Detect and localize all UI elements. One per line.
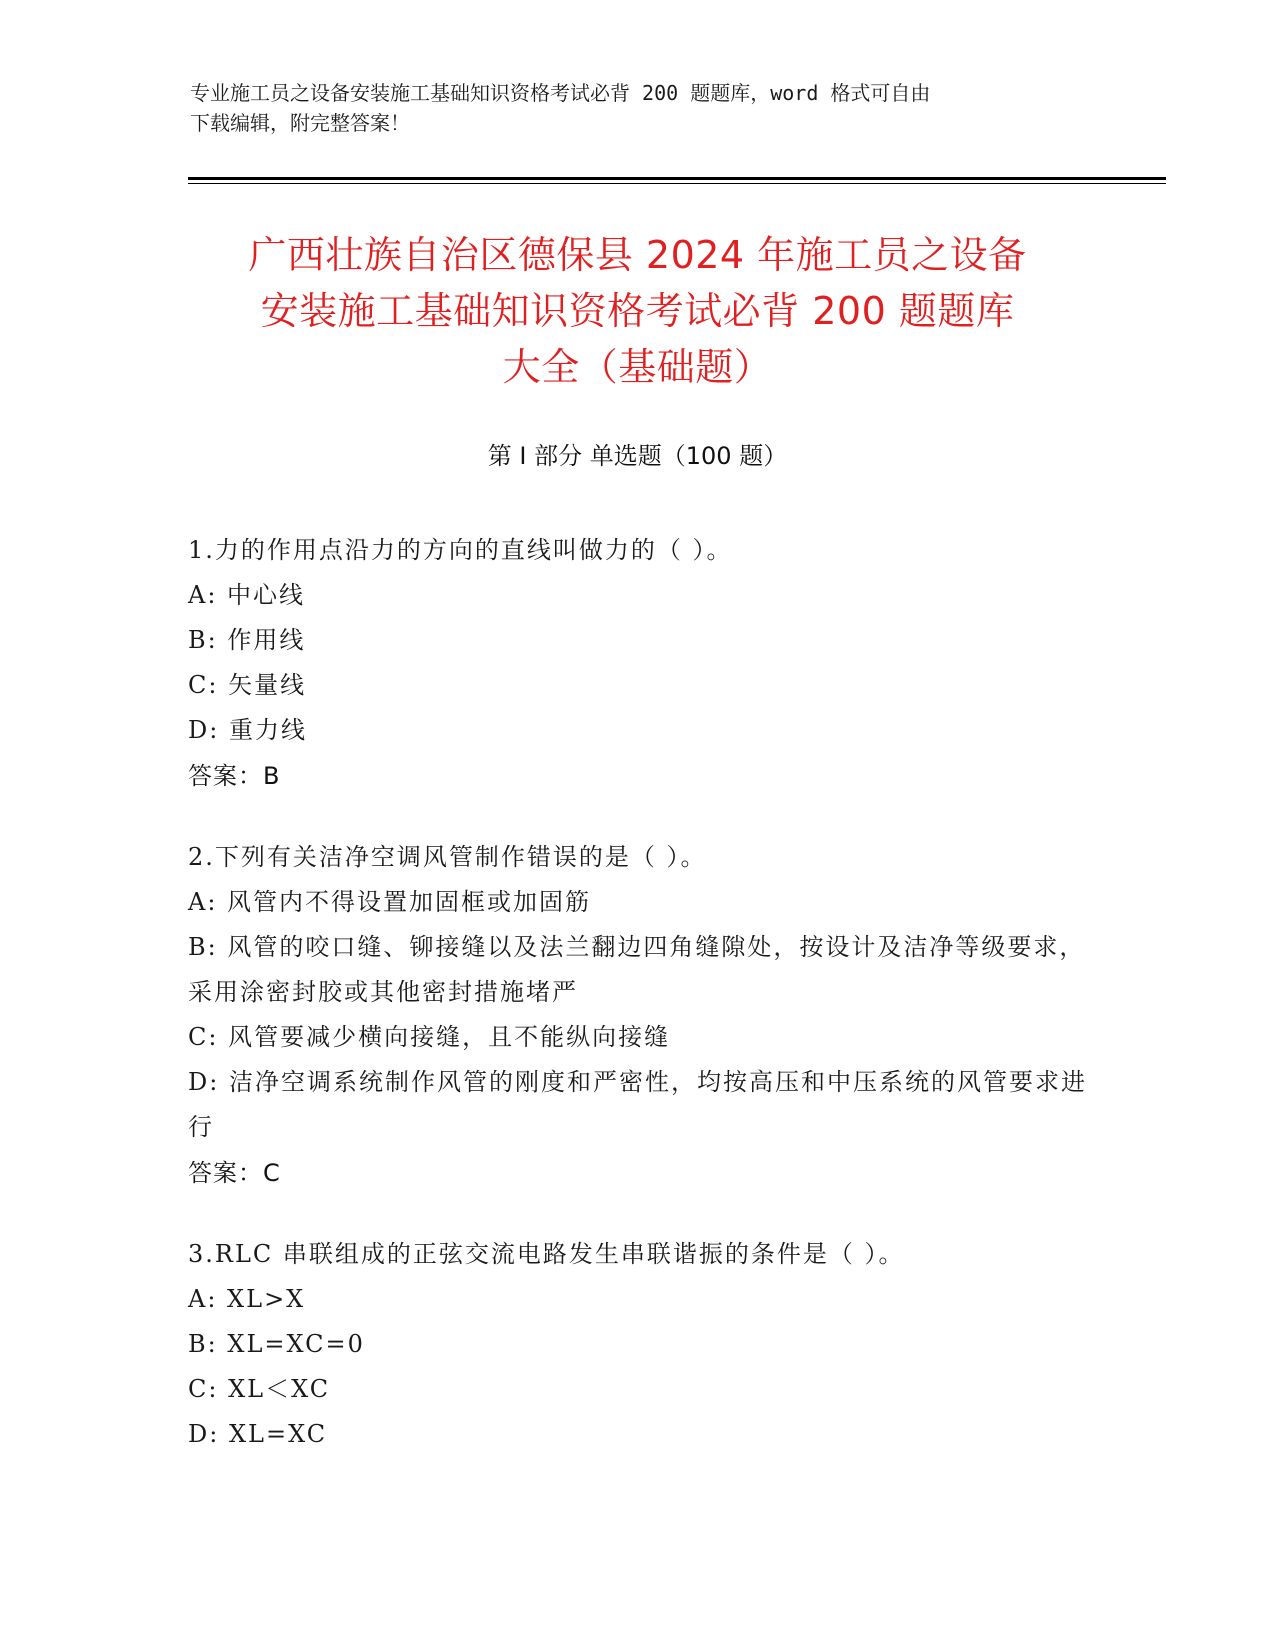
- option-d: D: XL=XC: [188, 1420, 328, 1448]
- document-title: [150, 227, 1125, 395]
- header-divider-thin: [188, 183, 1166, 184]
- question-stem: 1.力的作用点沿力的方向的直线叫做力的（ ）。: [188, 536, 733, 564]
- option-b: B: 作用线: [188, 626, 306, 654]
- option-a: A: 中心线: [188, 581, 306, 609]
- header-note: [190, 78, 1070, 138]
- question-3: [188, 1232, 1088, 1457]
- option-c: C: XL＜XC: [188, 1375, 331, 1403]
- question-stem: 2.下列有关洁净空调风管制作错误的是（ ）。: [188, 843, 707, 871]
- question-list: [188, 528, 1088, 1493]
- option-c: C: 风管要减少横向接缝，且不能纵向接缝: [188, 1023, 671, 1051]
- option-d: D: 重力线: [188, 716, 307, 744]
- title-line-1: 广西壮族自治区德保县 2024 年施工员之设备: [248, 233, 1027, 277]
- header-note-line-1: 专业施工员之设备安装施工基础知识资格考试必背 200 题题库，word 格式可自由: [190, 81, 931, 105]
- answer: 答案：B: [188, 762, 281, 790]
- header-divider-thick: [188, 177, 1166, 180]
- question-stem: 3.RLC 串联组成的正弦交流电路发生串联谐振的条件是（ ）。: [188, 1240, 905, 1268]
- section-heading: 第 I 部分 单选题（100 题）: [487, 442, 788, 470]
- option-c: C: 矢量线: [188, 671, 307, 699]
- option-b: B: XL=XC=0: [188, 1330, 365, 1358]
- question-1: [188, 528, 1088, 799]
- title-line-3: 大全（基础题）: [502, 345, 773, 389]
- option-a: A: 风管内不得设置加固框或加固筋: [188, 888, 592, 916]
- question-2: [188, 835, 1088, 1196]
- answer: 答案：C: [188, 1159, 281, 1187]
- title-line-2: 安装施工基础知识资格考试必背 200 题题库: [260, 289, 1015, 333]
- option-b: B: 风管的咬口缝、铆接缝以及法兰翻边四角缝隙处，按设计及洁净等级要求，采用涂密封胶或其他密封措施堵严: [188, 933, 1086, 1006]
- option-d: D: 洁净空调系统制作风管的刚度和严密性，均按高压和中压系统的风管要求进行: [188, 1068, 1087, 1141]
- option-a: A: XL>X: [188, 1285, 306, 1313]
- header-note-line-2: 下载编辑，附完整答案！: [190, 111, 410, 135]
